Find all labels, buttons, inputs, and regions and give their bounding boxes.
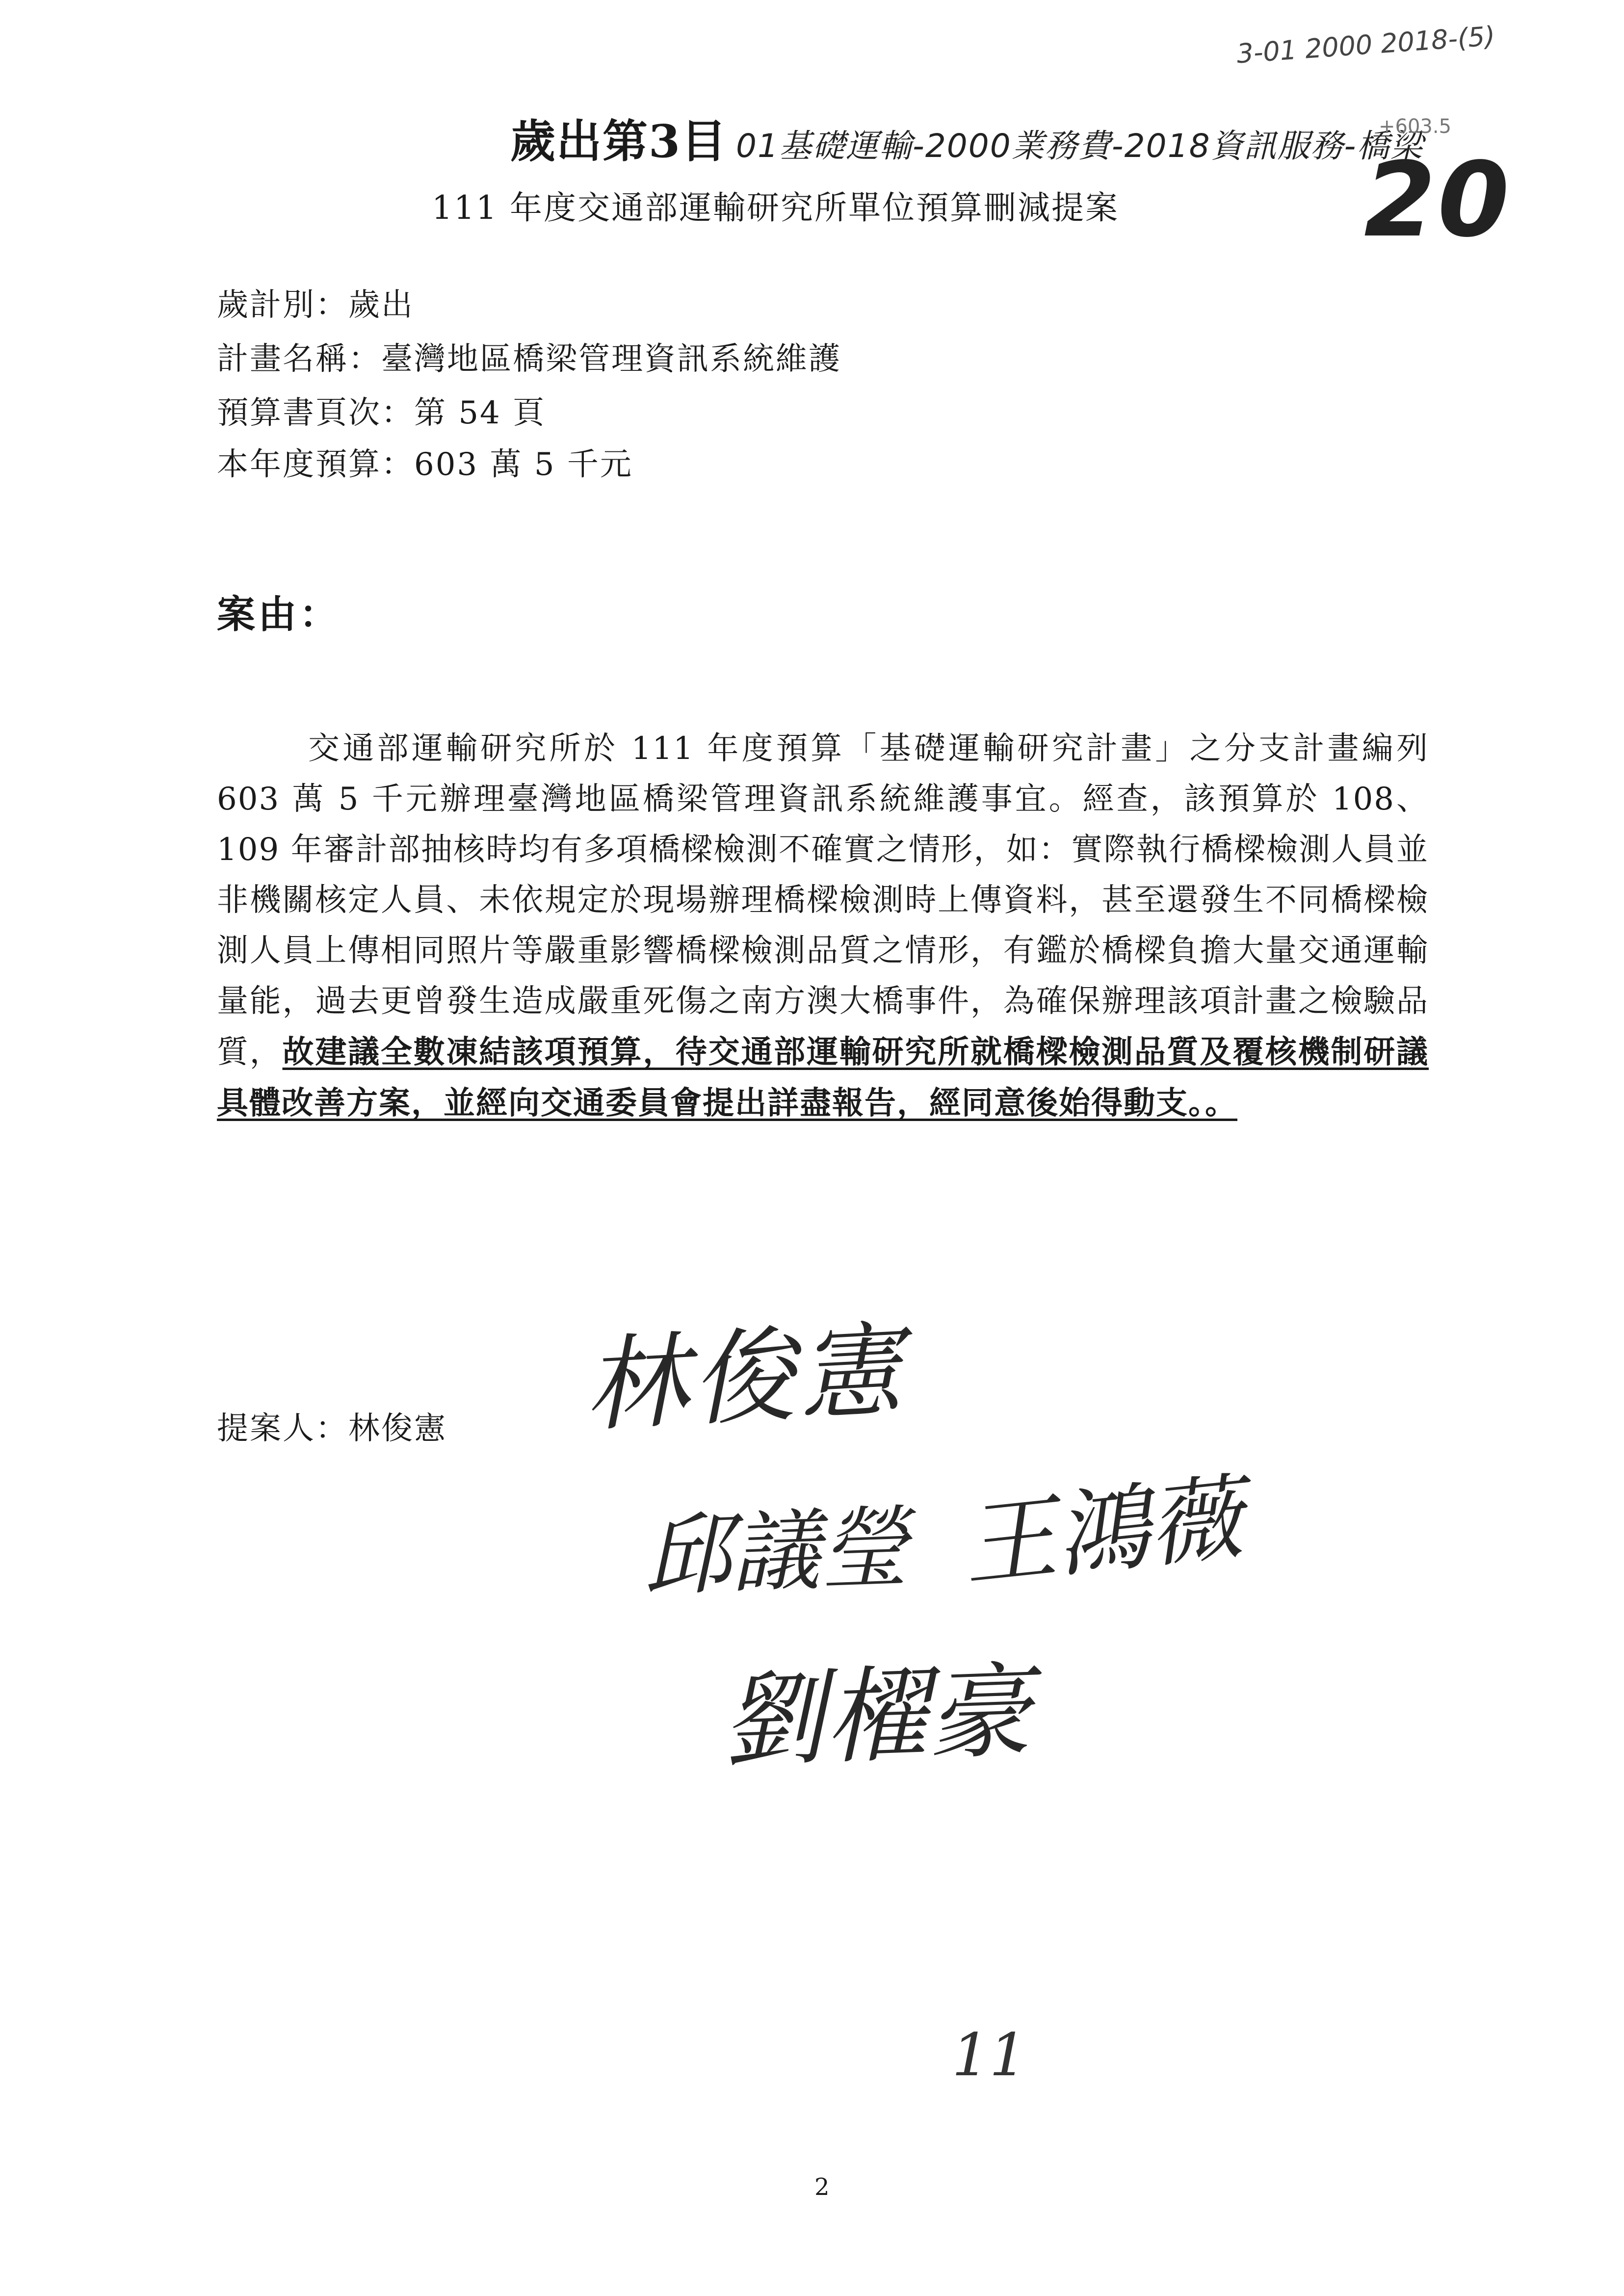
header-title-prefix: 歲出第3目	[510, 115, 728, 168]
case-body-emphasis: 故建議全數凍結該項預算，待交通部運輸研究所就橋樑檢測品質及覆核機制研議具體改善方案，並經向交通委員會提出詳盡報告，經同意後始得動支。。	[217, 1034, 1429, 1122]
meta-fiscal-type: 歲計別：歲出	[217, 287, 414, 323]
case-body	[217, 724, 1429, 1129]
proposer: 提案人：林俊憲	[217, 1410, 447, 1447]
document-title: 111 年度交通部運輸研究所單位預算刪減提案	[432, 189, 1119, 227]
signature-3: 王鴻薇	[957, 1463, 1247, 1601]
meta-budget-page: 預算書頁次：第 54 頁	[217, 395, 546, 431]
case-heading: 案由：	[217, 592, 341, 637]
signature-2: 邱議瑩	[641, 1496, 910, 1609]
signature-4: 劉櫂豪	[719, 1651, 1033, 1782]
case-body-plain: 交通部運輸研究所於 111 年度預算「基礎運輸研究計畫」之分支計畫編列 603 萬 5 千元辦理臺灣地區橋梁管理資訊系統維護事宜。經查，該預算於 108、109 年審計部抽核時均有多項橋樑檢測不確實之情形，如：實際執行橋樑檢測人員並非機關核定人員、未依規定於現場辦理橋樑檢測時上傳資料，甚至還發生不同橋樑檢測人員上傳相同照片等嚴重影響橋樑檢測品質之情形，有鑑於橋樑負擔大量交通運輸量能，過去更曾發生造成嚴重死傷之南方澳大橋事件，為確保辦理該項計畫之檢驗品質，	[217, 731, 1429, 1070]
header-suffix-note: +603.5	[1379, 115, 1452, 138]
handwritten-top-note: 3-01 2000 2018-(5)	[1235, 20, 1496, 70]
document-number: 20	[1364, 140, 1512, 260]
meta-plan-name: 計畫名稱：臺灣地區橋梁管理資訊系統維護	[217, 341, 841, 377]
page-number: 2	[814, 2173, 830, 2201]
header-line	[510, 105, 1423, 170]
handwritten-mark: 11	[952, 2021, 1027, 2089]
meta-annual-budget: 本年度預算：603 萬 5 千元	[217, 446, 633, 483]
signature-1: 林俊憲	[581, 1309, 908, 1446]
header-handwritten-title: 01基礎運輸-2000業務費-2018資訊服務-橋梁	[736, 127, 1424, 165]
